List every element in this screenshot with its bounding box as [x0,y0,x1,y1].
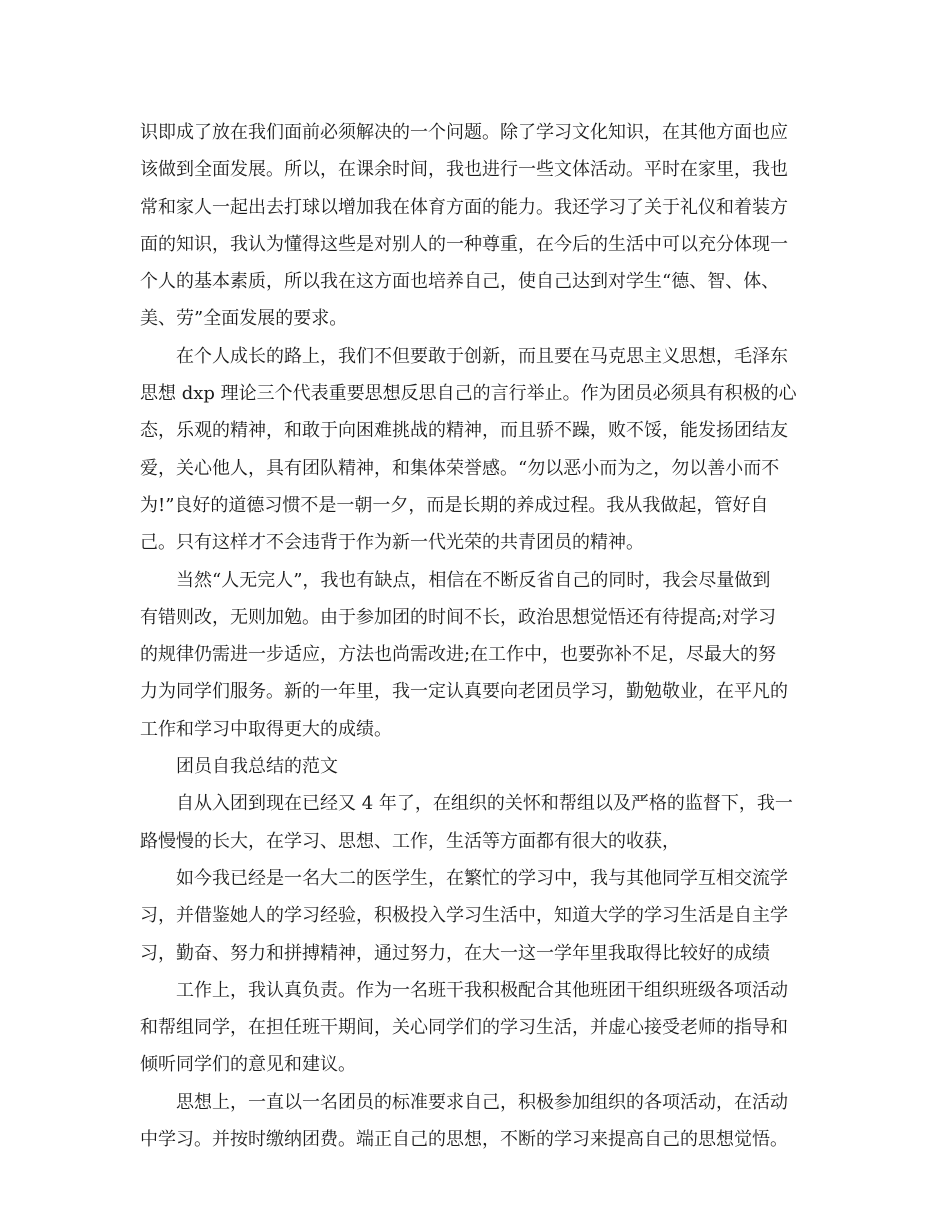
text-line: 工作上，我认真负责。作为一名班干我积极配合其他班团干组织班级各项活动 [176,979,788,1001]
text-line: 有错则改，无则加勉。由于参加团的时间不长，政治思想觉悟还有待提高;对学习 [140,606,777,628]
text-line: 常和家人一起出去打球以增加我在体育方面的能力。我还学习了关于礼仪和着装方 [140,196,788,218]
text-line: 该做到全面发展。所以，在课余时间，我也进行一些文体活动。平时在家里，我也 [140,159,788,181]
text-line: 中学习。并按时缴纳团费。端正自己的思想，不断的学习来提高自己的思想觉悟。 [140,1129,788,1151]
text-line: 当然“人无完人”，我也有缺点，相信在不断反省自己的同时，我会尽量做到 [176,569,771,591]
text-line: 爱，关心他人，具有团队精神，和集体荣誉感。“勿以恶小而为之，勿以善小而不 [140,457,780,479]
text-line: 团员自我总结的范文 [176,756,338,778]
text-line: 面的知识，我认为懂得这些是对别人的一种尊重，在今后的生活中可以充分体现一 [140,233,788,255]
text-line: 个人的基本素质，所以我在这方面也培养自己，使自己达到对学生“德、智、体、 [140,271,780,293]
text-line: 思想上，一直以一名团员的标准要求自己，积极参加组织的各项活动，在活动 [176,1091,788,1113]
text-line: 态，乐观的精神，和敢于向困难挑战的精神，而且骄不躁，败不馁，能发扬团结友 [140,420,788,442]
text-line: 如今我已经是一名大二的医学生，在繁忙的学习中，我与其他同学互相交流学 [176,867,788,889]
text-line: 的规律仍需进一步适应，方法也尚需改进;在工作中，也要弥补不足，尽最大的努 [140,644,777,666]
text-line: 习，勤奋、努力和拼搏精神，通过努力，在大一这一学年里我取得比较好的成绩 [140,942,770,964]
text-line: 工作和学习中取得更大的成绩。 [140,718,392,740]
text-line: 己。只有这样才不会违背于作为新一代光荣的共青团员的精神。 [140,532,644,554]
text-line: 自从入团到现在已经又 4 年了，在组织的关怀和帮组以及严格的监督下，我一 [176,793,793,815]
text-line: 路慢慢的长大，在学习、思想、工作，生活等方面都有很大的收获， [140,830,680,852]
text-line: 识即成了放在我们面前必须解决的一个问题。除了学习文化知识，在其他方面也应 [140,122,788,143]
text-line: 力为同学们服务。新的一年里，我一定认真要向老团员学习，勤勉敬业，在平凡的 [140,681,788,703]
text-line: 习，并借鉴她人的学习经验，积极投入学习生活中，知道大学的学习生活是自主学 [140,905,788,927]
text-line: 在个人成长的路上，我们不但要敢于创新，而且要在马克思主义思想，毛泽东 [176,345,788,367]
text-line: 倾听同学们的意见和建议。 [140,1054,356,1076]
text-line: 思想 dxp 理论三个代表重要思想反思自己的言行举止。作为团员必须具有积极的心 [140,383,797,405]
text-line: 和帮组同学，在担任班干期间，关心同学们的学习生活，并虚心接受老师的指导和 [140,1017,788,1039]
text-line: 为!”良好的道德习惯不是一朝一夕，而是长期的养成过程。我从我做起，管好自 [140,494,769,516]
document-page [140,114,820,1158]
text-line: 美、劳”全面发展的要求。 [140,308,348,330]
